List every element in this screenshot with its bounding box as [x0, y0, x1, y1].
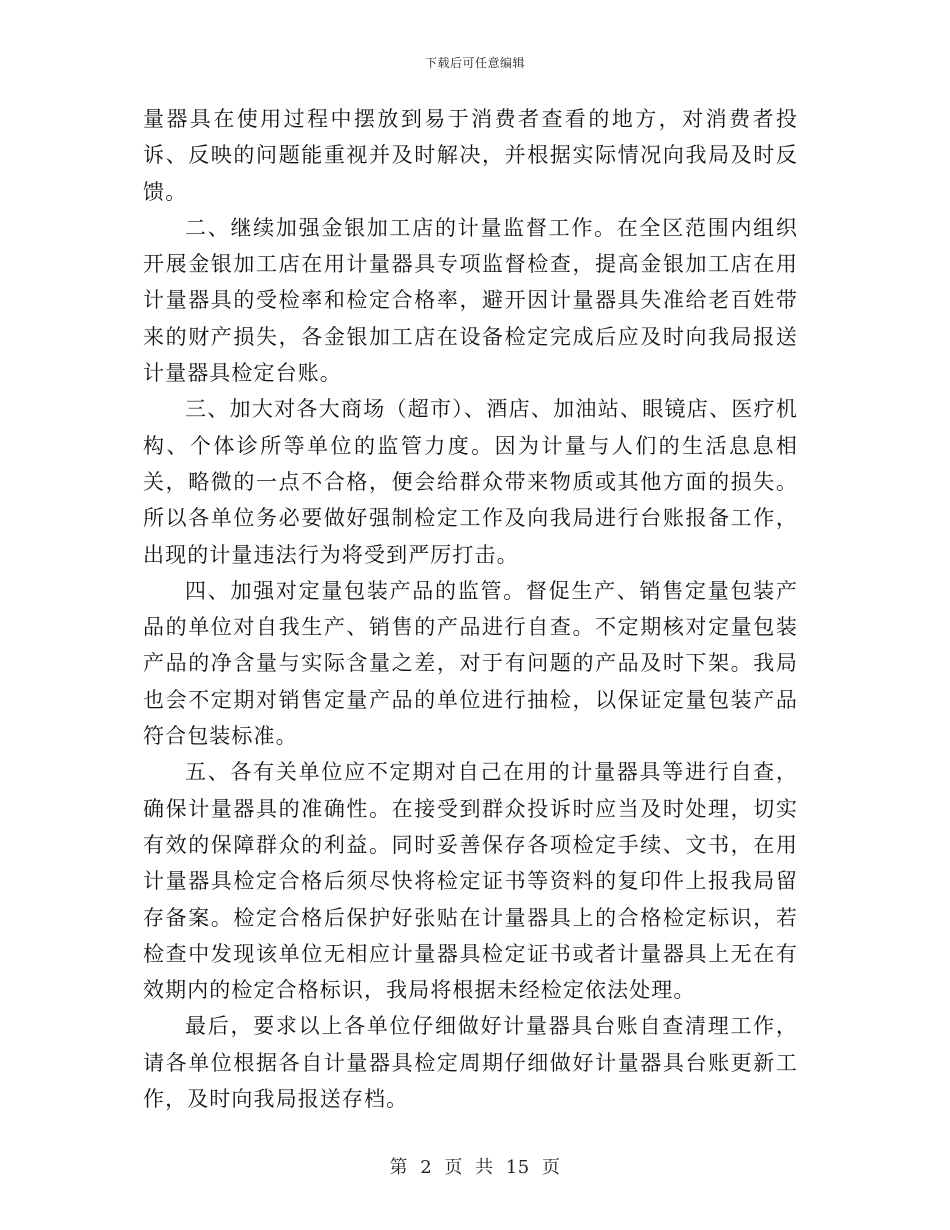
- paragraph-item-5: 五、各有关单位应不定期对自己在用的计量器具等进行自查，确保计量器具的准确性。在接受到群众投诉时应当及时处理，切实有效的保障群众的利益。同时妥善保存各项检定手续、文书，在用计量器具检定合格后须尽快将检定证书等资料的复印件上报我局留存备案。检定合格后保护好张贴在计量器具上的合格检定标识，若检查中发现该单位无相应计量器具检定证书或者计量器具上无在有效期内的检定合格标识，我局将根据未经检定依法处理。: [143, 760, 798, 1003]
- paragraph-item-4: 四、加强对定量包装产品的监管。督促生产、销售定量包装产品的单位对自我生产、销售的产品进行自查。不定期核对定量包装产品的净含量与实际含量之差，对于有问题的产品及时下架。我局也会不定期对销售定量产品的单位进行抽检，以保证定量包装产品符合包装标准。: [143, 578, 798, 749]
- paragraph-continuation: 量器具在使用过程中摆放到易于消费者查看的地方，对消费者投诉、反映的问题能重视并及时解决，并根据实际情况向我局及时反馈。: [143, 107, 798, 204]
- document-body: [143, 101, 798, 1117]
- page-number-footer: 第 2 页 共 15 页: [389, 1157, 561, 1178]
- paragraph-item-3: 三、加大对各大商场（超市）、酒店、加油站、眼镜店、医疗机构、个体诊所等单位的监管力度。因为计量与人们的生活息息相关，略微的一点不合格，便会给群众带来物质或其他方面的损失。所以各单位务必要做好强制检定工作及向我局进行台账报备工作，出现的计量违法行为将受到严厉打击。: [143, 397, 798, 567]
- paragraph-item-2: 二、继续加强金银加工店的计量监督工作。在全区范围内组织开展金银加工店在用计量器具专项监督检查，提高金银加工店在用计量器具的受检率和检定合格率，避开因计量器具失准给老百姓带来的财产损失，各金银加工店在设备检定完成后应及时向我局报送计量器具检定台账。: [143, 215, 798, 386]
- page-header: 下载后可任意编辑: [424, 56, 525, 70]
- paragraph-conclusion: 最后，要求以上各单位仔细做好计量器具台账自查清理工作，请各单位根据各自计量器具检定周期仔细做好计量器具台账更新工作，及时向我局报送存档。: [143, 1014, 798, 1112]
